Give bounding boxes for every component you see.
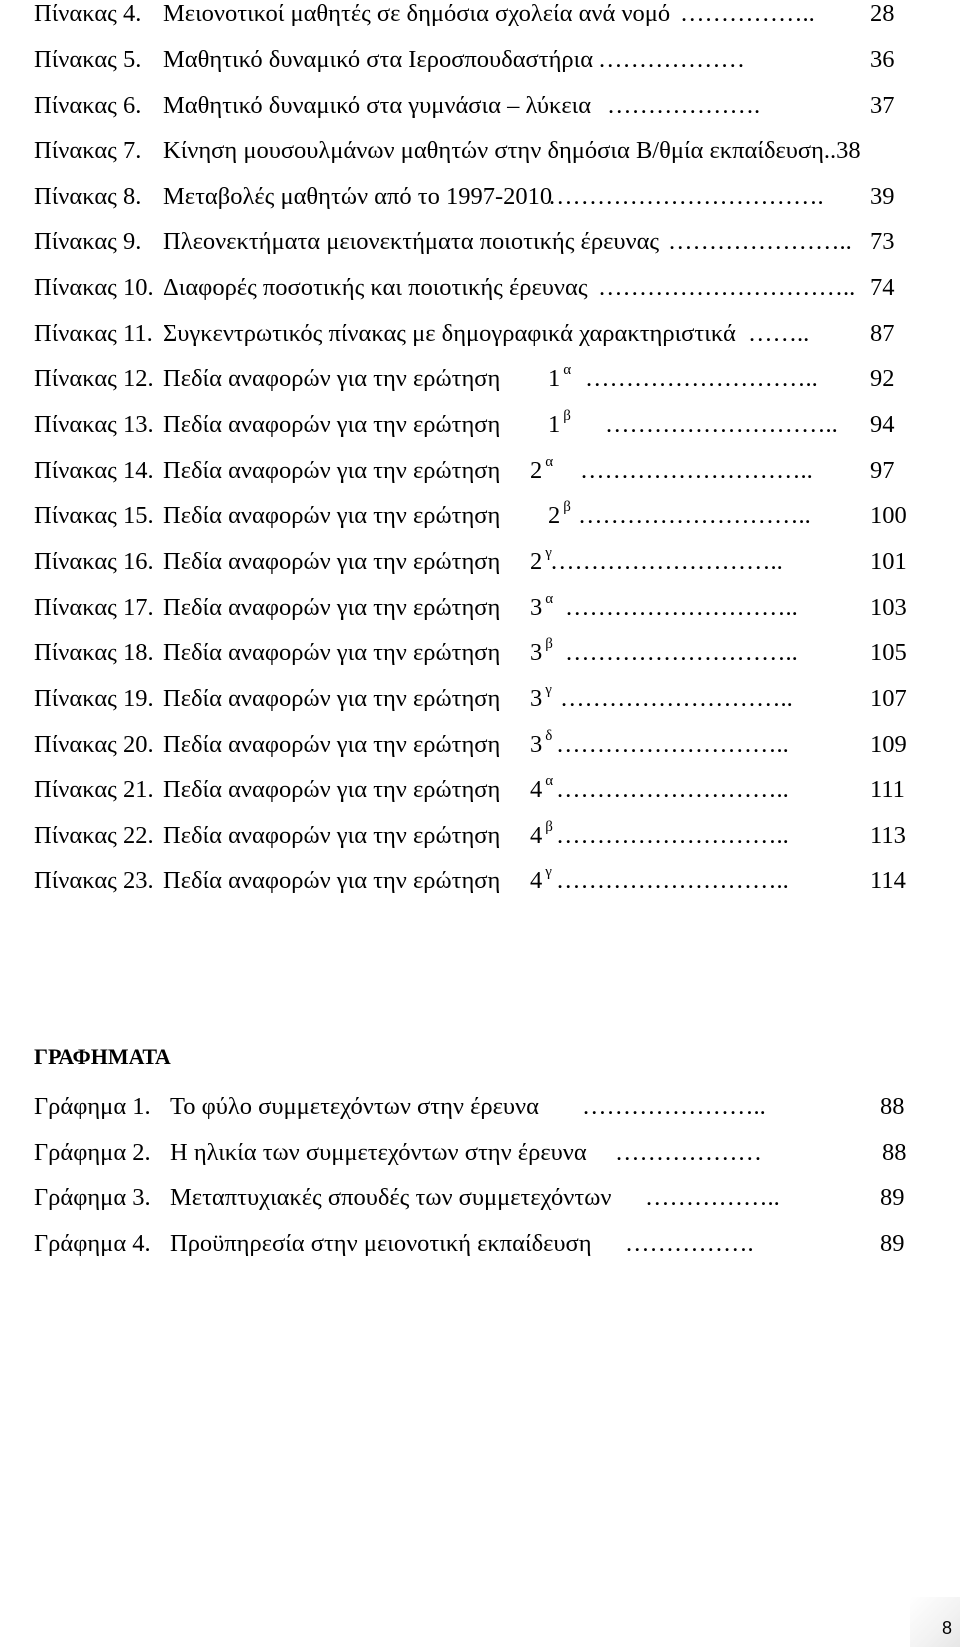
entry-title: Μαθητικό δυναμικό στα γυμνάσια – λύκεια [163,92,592,119]
question-number: 1 $^\beta$ [548,408,571,438]
entry-page: 88 [882,1139,907,1166]
entry-title: Η ηλικία των συμμετεχόντων στην έρευνα [170,1139,587,1166]
entry-label: Γράφημα 4. [34,1230,151,1257]
entry-page: 103 [870,594,907,621]
entry-leader: ……………………….. [556,731,789,758]
entry-page: 89 [880,1184,905,1211]
entry-label: Γράφημα 2. [34,1139,151,1166]
entry-title: Πεδία αναφορών για την ερώτηση [163,776,501,803]
question-number: 3 $^\gamma$ [530,682,552,712]
question-part: β [545,636,553,652]
entry-leader: ……………………….. [605,411,838,438]
entry-label: Πίνακας 13. [34,411,154,438]
entry-label: Πίνακας 21. [34,776,154,803]
entry-page: 100 [870,502,907,529]
entry-page: 94 [870,411,895,438]
entry-title: Πεδία αναφορών για την ερώτηση [163,365,501,392]
question-part: β [563,408,571,424]
entry-label: Πίνακας 14. [34,457,154,484]
question-part: γ [545,545,552,561]
entry-label: Πίνακας 9. [34,228,142,255]
entry-title: Μεταπτυχιακές σπουδές των συμμετεχόντων [170,1184,612,1211]
entry-page: 92 [870,365,895,392]
entry-label: Πίνακας 7. [34,137,142,164]
entry-label: Πίνακας 18. [34,639,154,666]
question-number: 3 $^\delta$ [530,728,553,758]
question-number: 3 $^\alpha$ [530,591,554,621]
entry-leader: …….. [748,320,810,347]
question-part: γ [545,682,552,698]
page-number: 8 [941,1618,952,1638]
entry-leader: ……………………….. [556,867,789,894]
entry-leader: ……………………….. [565,639,798,666]
entry-title: Κίνηση μουσουλμάνων μαθητών στην δημόσια Β/θμία εκπαίδευση..38 [163,137,861,164]
entry-page: 105 [870,639,907,666]
entry-page: 113 [870,822,906,849]
entry-page: 101 [870,548,907,575]
entry-title: Πεδία αναφορών για την ερώτηση [163,731,501,758]
entry-label: Πίνακας 12. [34,365,154,392]
entry-page: 114 [870,867,906,894]
question-number: 4 $^\alpha$ [530,773,554,803]
question-part: α [545,773,554,789]
entry-leader: ……………………….. [556,822,789,849]
entry-label: Πίνακας 10. [34,274,154,301]
entry-label: Πίνακας 16. [34,548,154,575]
entry-label: Γράφημα 1. [34,1093,151,1120]
entry-title: Το φύλο συμμετεχόντων στην έρευνα [170,1093,539,1120]
graphs-heading: ΓΡΑΦΗΜΑΤΑ [34,1044,171,1069]
entry-label: Πίνακας 11. [34,320,153,347]
question-part: α [545,591,554,607]
entry-leader: ………………….. [668,228,852,255]
entry-title: Πεδία αναφορών για την ερώτηση [163,594,501,621]
entry-title: Συγκεντρωτικός πίνακας με δημογραφικά χαρακτηριστικά [163,320,736,347]
entry-leader: …………….. [645,1184,780,1211]
entry-leader: ……………………….. [580,457,813,484]
entry-label: Πίνακας 19. [34,685,154,712]
entry-title: Πεδία αναφορών για την ερώτηση [163,548,501,575]
entry-label: Πίνακας 8. [34,183,142,210]
entry-title: Πεδία αναφορών για την ερώτηση [163,685,501,712]
entry-title: Πεδία αναφορών για την ερώτηση [163,502,501,529]
question-number: 1 $^\alpha$ [548,362,572,392]
question-part: β [545,819,553,835]
entry-page: 74 [870,274,895,301]
entry-leader: ……………………….. [550,548,783,575]
question-part: δ [545,728,553,744]
entry-leader: ……………………….. [556,776,789,803]
entry-page: 28 [870,0,895,27]
entry-leader: ……………. [625,1230,754,1257]
entry-page: 109 [870,731,907,758]
entry-title: Μεταβολές μαθητών από το 1997-2010 [163,183,553,210]
entry-title: Προϋπηρεσία στην μειονοτική εκπαίδευση [170,1230,592,1257]
entry-page: 73 [870,228,895,255]
entry-leader: ……………………….. [585,365,818,392]
entry-title: Πεδία αναφορών για την ερώτηση [163,867,501,894]
entry-title: Μειονοτικοί μαθητές σε δημόσια σχολεία ανά νομό [163,0,671,27]
entry-leader: ……………………….. [578,502,811,529]
entry-leader: …………….. [680,0,815,27]
entry-leader: ……………… [615,1139,762,1166]
question-number: 4 $^\gamma$ [530,864,552,894]
entry-leader: ………………………….. [598,274,856,301]
entry-page: 97 [870,457,895,484]
entry-label: Πίνακας 20. [34,731,154,758]
entry-page: 37 [870,92,895,119]
entry-page: 87 [870,320,895,347]
entry-title: Πεδία αναφορών για την ερώτηση [163,822,501,849]
entry-label: Πίνακας 5. [34,46,142,73]
entry-title: Μαθητικό δυναμικό στα Ιεροσπουδαστήρια [163,46,594,73]
question-number: 2 $^\gamma$ [530,545,552,575]
entry-label: Γράφημα 3. [34,1184,151,1211]
entry-label: Πίνακας 6. [34,92,142,119]
entry-leader: ……………………………. [548,183,824,210]
entry-label: Πίνακας 4. [34,0,142,27]
question-number: 2 $^\alpha$ [530,454,554,484]
entry-page: 39 [870,183,895,210]
entry-title: Πεδία αναφορών για την ερώτηση [163,457,501,484]
entry-page: 36 [870,46,895,73]
entry-label: Πίνακας 17. [34,594,154,621]
entry-title: Πεδία αναφορών για την ερώτηση [163,411,501,438]
entry-page: 107 [870,685,907,712]
question-part: α [563,362,572,378]
question-part: γ [545,864,552,880]
page-corner-curl [910,1597,960,1647]
entry-page: 88 [880,1093,905,1120]
entry-label: Πίνακας 22. [34,822,154,849]
question-number: 2 $^\beta$ [548,499,571,529]
entry-leader: ……………… [598,46,745,73]
entry-title: Διαφορές ποσοτικής και ποιοτικής έρευνας [163,274,588,301]
question-number: 4 $^\beta$ [530,819,553,849]
entry-leader: ………………….. [582,1093,766,1120]
entry-page: 111 [870,776,905,803]
question-part: β [563,499,571,515]
entry-page: 89 [880,1230,905,1257]
entry-label: Πίνακας 15. [34,502,154,529]
question-part: α [545,454,554,470]
entry-leader: ………………. [607,92,761,119]
entry-label: Πίνακας 23. [34,867,154,894]
entry-leader: ……………………….. [565,594,798,621]
entry-title: Πλεονεκτήματα μειονεκτήματα ποιοτικής έρευνας [163,228,660,255]
entry-title: Πεδία αναφορών για την ερώτηση [163,639,501,666]
question-number: 3 $^\beta$ [530,636,553,666]
entry-leader: ……………………….. [560,685,793,712]
